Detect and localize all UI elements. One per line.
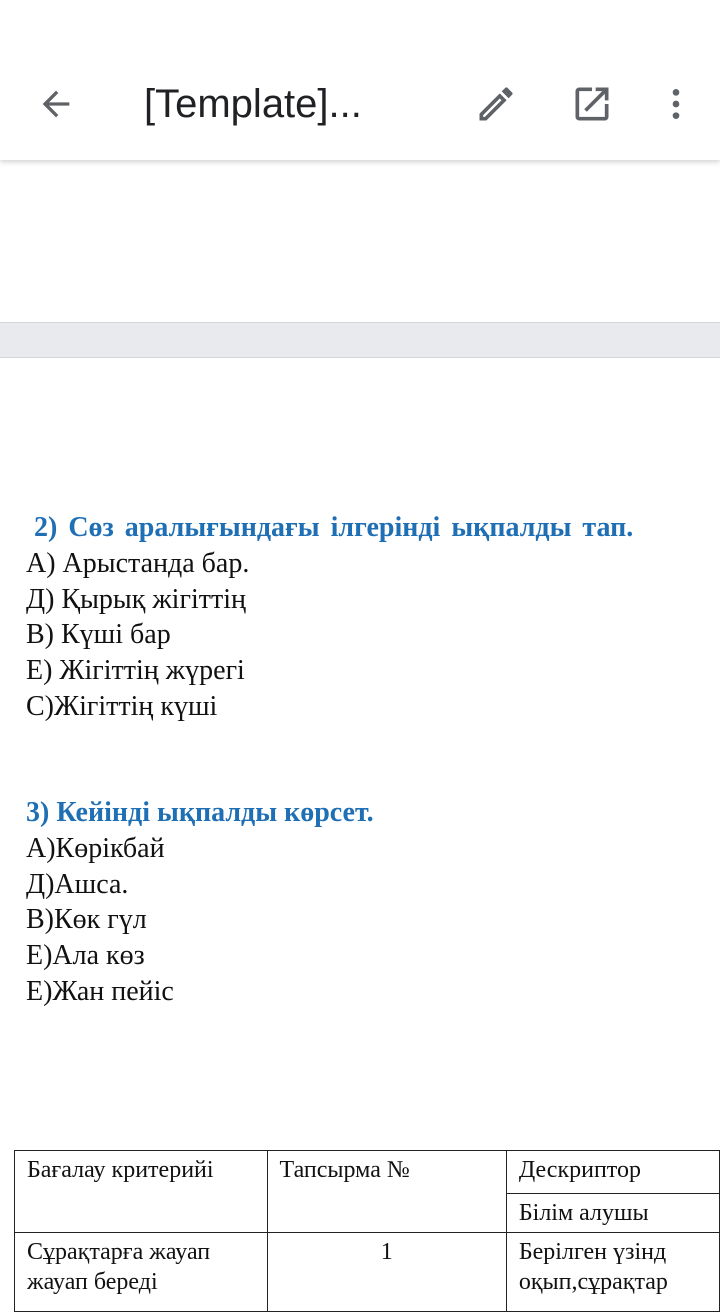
question-3-option: Е)Ала көз — [26, 940, 145, 971]
header-criterion: Бағалау критерийі — [15, 1151, 268, 1233]
cell-text: Берілген үзінд — [518, 1239, 667, 1265]
question-3-option: Д)Ашса. — [26, 869, 129, 900]
open-in-new-icon — [570, 82, 614, 126]
back-button[interactable] — [26, 74, 86, 134]
question-2-option: Д) Қырық жігіттің — [26, 584, 246, 615]
question-3-option: Е)Жан пейіс — [26, 976, 174, 1007]
page-separator — [0, 322, 720, 358]
cell-text: жауап береді — [27, 1269, 158, 1295]
table-header-row — [15, 1151, 720, 1194]
assessment-criteria-table — [14, 1150, 720, 1312]
pencil-icon — [474, 82, 518, 126]
more-vert-icon — [656, 84, 696, 124]
open-in-new-button[interactable] — [562, 74, 622, 134]
table-row — [15, 1233, 720, 1312]
more-options-button[interactable] — [646, 74, 706, 134]
question-2-option: С)Жігіттің күші — [26, 691, 218, 722]
question-2-option: А) Арыстанда бар. — [26, 548, 250, 579]
edit-button[interactable] — [466, 74, 526, 134]
cell-descriptor — [506, 1233, 719, 1312]
question-2-option: Е) Жігіттің жүрегі — [26, 655, 245, 686]
arrow-back-icon — [36, 84, 76, 124]
question-2-option: В) Күші бар — [26, 619, 171, 650]
cell-text: оқып,сұрақтар — [518, 1269, 668, 1295]
header-learner: Білім алушы — [506, 1194, 719, 1233]
app-bar — [0, 0, 720, 160]
cell-text: Сұрақтарға жауап — [27, 1239, 211, 1265]
question-2-title: 2) Сөз аралығындағы ілгерінді ықпалды тап. — [34, 512, 634, 543]
document-page — [0, 358, 720, 1295]
header-descriptor: Дескриптор — [506, 1151, 719, 1194]
question-3-option: А)Көрікбай — [26, 833, 165, 864]
document-title: [Template]... — [144, 82, 362, 126]
header-task-number: Тапсырма № — [267, 1151, 506, 1233]
cell-task-number: 1 — [267, 1233, 506, 1312]
previous-page-bottom — [0, 160, 720, 322]
cell-criterion — [15, 1233, 268, 1312]
question-3-title: 3) Кейінді ықпалды көрсет. — [26, 797, 374, 828]
question-3-option: В)Көк гүл — [26, 904, 147, 935]
